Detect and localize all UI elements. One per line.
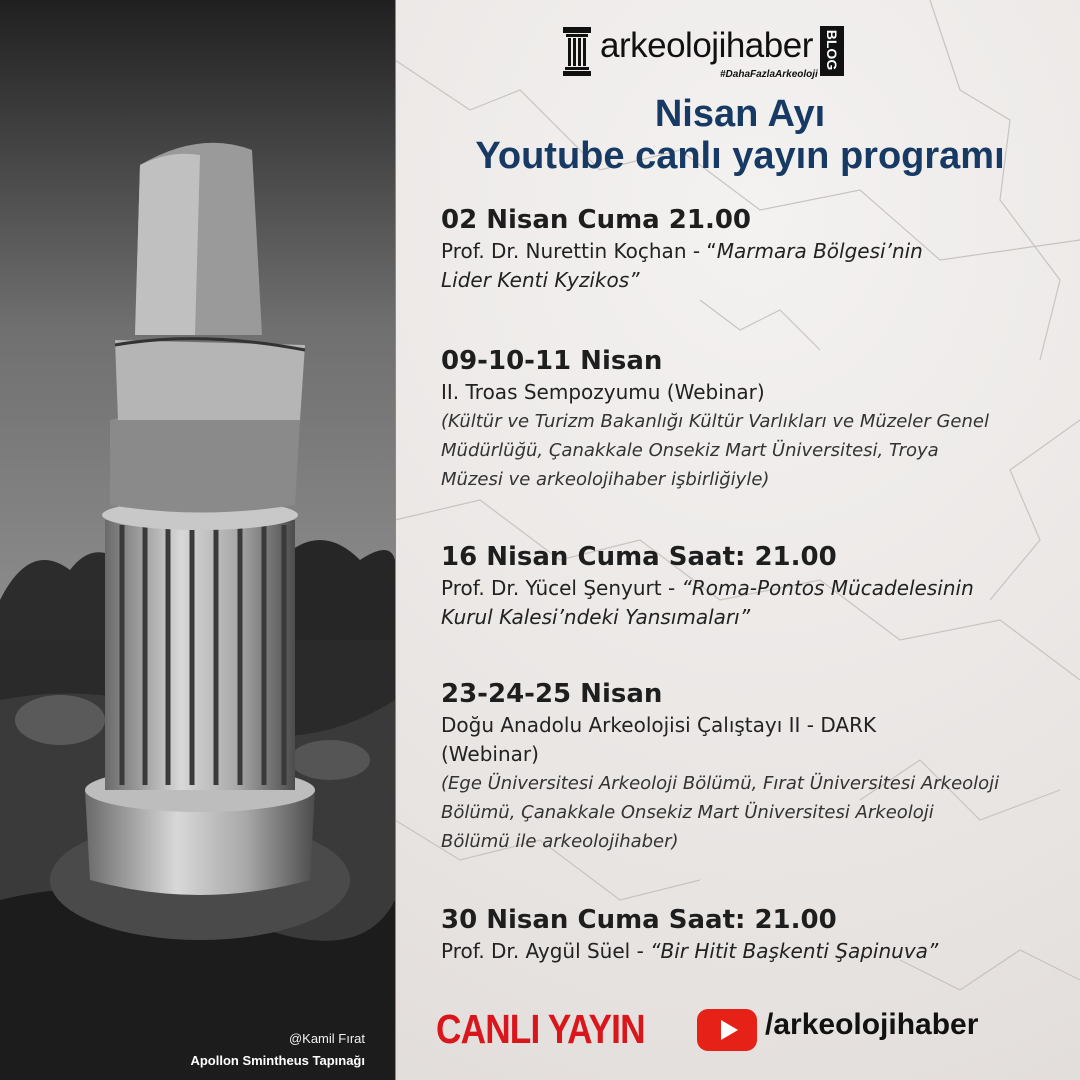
event-note: (Ege Üniversitesi Arkeoloji Bölümü, Fırat Üniversitesi Arkeoloji [441, 773, 1000, 794]
event-note: (Kültür ve Turizm Bakanlığı Kültür Varlıkları ve Müzeler Genel [441, 411, 989, 432]
event-speaker-name: Prof. Dr. Nurettin Koçhan - “ [441, 239, 717, 263]
event-speaker [441, 574, 1041, 603]
column-icon [562, 26, 592, 76]
column-photo [0, 0, 396, 1080]
brand-name: arkeolojihaber [600, 26, 813, 65]
event-note: Bölümü, Çanakkale Onsekiz Mart Üniversitesi Arkeoloji [441, 802, 934, 823]
event-title: Doğu Anadolu Arkeolojisi Çalıştayı II - DARK [441, 713, 877, 737]
event-item [441, 903, 1041, 966]
event-item [441, 344, 1041, 494]
event-title-continued: (Webinar) [441, 742, 539, 766]
event-speaker [441, 937, 1041, 966]
event-speaker-name: Prof. Dr. Aygül Süel - [441, 939, 651, 963]
event-date: 23-24-25 Nisan [441, 679, 663, 709]
event-title: II. Troas Sempozyumu (Webinar) [441, 380, 765, 404]
live-broadcast-label: CANLI YAYIN [436, 1006, 645, 1052]
youtube-icon[interactable] [697, 1009, 757, 1051]
event-topic: “Bir Hitit Başkenti Şapinuva” [650, 939, 939, 963]
event-note: Bölümü ile arkeolojihaber) [441, 831, 679, 852]
photo-caption: Apollon Smintheus Tapınağı [190, 1053, 365, 1068]
title-line-1: Nisan Ayı [654, 93, 826, 135]
event-date: 09-10-11 Nisan [441, 346, 663, 376]
event-date: 30 Nisan Cuma Saat: 21.00 [441, 905, 837, 935]
event-date: 02 Nisan Cuma 21.00 [441, 205, 752, 235]
blog-badge-label: BLOG [824, 29, 840, 71]
blog-badge [820, 26, 844, 76]
photo-credit: @Kamil Fırat [288, 1031, 365, 1046]
event-topic: Marmara Bölgesi’nin [716, 239, 923, 263]
title-line-2: Youtube canlı yayın programı [475, 135, 1005, 177]
event-speaker [441, 237, 1041, 266]
event-note: Müzesi ve arkeolojihaber işbirliğiyle) [441, 469, 770, 490]
brand-tagline: #DahaFazlaArkeoloji [720, 69, 818, 80]
youtube-channel-link[interactable]: /arkeolojihaber [765, 1008, 979, 1041]
event-item [441, 677, 1041, 856]
event-topic-continued: Kurul Kalesi’ndeki Yansımaları” [441, 605, 751, 629]
event-item [441, 203, 1041, 295]
event-date: 16 Nisan Cuma Saat: 21.00 [441, 542, 837, 572]
event-item [441, 540, 1041, 632]
column-illustration [0, 0, 395, 1080]
event-speaker-name: Prof. Dr. Yücel Şenyurt - [441, 576, 682, 600]
event-topic-continued: Lider Kenti Kyzikos” [441, 268, 640, 292]
event-topic: “Roma-Pontos Mücadelesinin [681, 576, 974, 600]
event-note: Müdürlüğü, Çanakkale Onsekiz Mart Üniversitesi, Troya [441, 440, 939, 461]
